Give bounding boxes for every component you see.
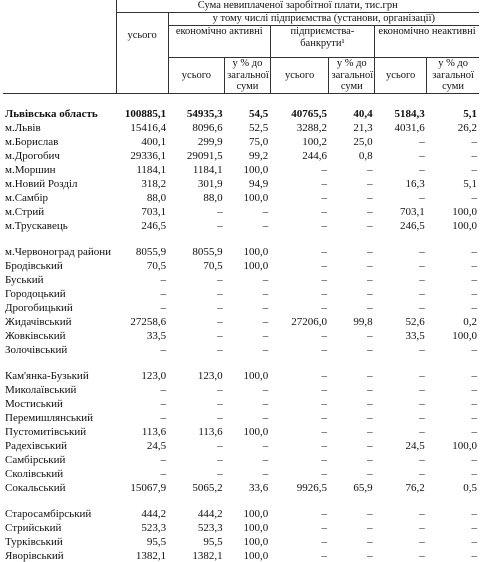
region-name-cell: Дрогобицький bbox=[5, 301, 73, 314]
bankrupt-all-cell: 3288,2 bbox=[296, 121, 327, 134]
inactive-all-cell: – bbox=[419, 135, 425, 148]
bankrupt-all-cell: – bbox=[321, 287, 327, 300]
table-row bbox=[3, 342, 479, 356]
active-all-cell: – bbox=[217, 383, 223, 396]
table-body bbox=[3, 94, 479, 562]
inactive-all-cell: – bbox=[419, 425, 425, 438]
inactive-pct-cell: – bbox=[471, 149, 477, 162]
active-pct-cell: 100,0 bbox=[243, 521, 269, 534]
oblast-total-row bbox=[3, 94, 479, 120]
wage-arrears-table bbox=[3, 0, 479, 562]
inactive-all-cell: – bbox=[419, 287, 425, 300]
inactive-all-cell: – bbox=[419, 149, 425, 162]
active-all-cell: 5065,2 bbox=[192, 481, 223, 494]
active-pct-cell: 100,0 bbox=[243, 369, 269, 382]
table-row bbox=[3, 148, 479, 162]
bankrupt-all-header: усього bbox=[270, 58, 329, 94]
inactive-pct-cell: – bbox=[471, 245, 477, 258]
bankrupt-pct-cell: – bbox=[367, 369, 373, 382]
table-row bbox=[3, 218, 479, 232]
table-row bbox=[3, 424, 479, 438]
region-name-cell: Золочівський bbox=[5, 343, 68, 356]
bankrupt-all-cell: – bbox=[321, 245, 327, 258]
inactive-all-cell: 4031,6 bbox=[394, 121, 425, 134]
table-row bbox=[3, 328, 479, 342]
region-name-cell: м.Дрогобич bbox=[5, 149, 60, 162]
region-name-cell: Самбірський bbox=[5, 453, 66, 466]
inactive-pct-cell: 100,0 bbox=[452, 439, 477, 452]
bankrupt-all-cell: – bbox=[321, 191, 327, 204]
bankrupt-all-cell: – bbox=[321, 535, 327, 548]
inactive-pct-cell: – bbox=[471, 287, 477, 300]
active-pct-cell: – bbox=[262, 343, 269, 356]
inactive-all-cell: 246,5 bbox=[399, 219, 425, 232]
bankrupt-all-cell: – bbox=[321, 259, 327, 272]
active-all-cell: – bbox=[217, 453, 223, 466]
active-pct-cell: 99,2 bbox=[249, 149, 269, 162]
bankrupt-pct-cell: – bbox=[367, 219, 373, 232]
inactive-all-cell: – bbox=[419, 521, 425, 534]
active-pct-cell: 100,0 bbox=[243, 245, 269, 258]
inactive-all-cell: – bbox=[419, 163, 425, 176]
active-all-cell: – bbox=[217, 343, 223, 356]
total-cell: 27258,6 bbox=[130, 315, 167, 328]
region-name-cell: Сколівський bbox=[5, 467, 64, 480]
active-all-cell: 54935,3 bbox=[186, 107, 223, 120]
total-cell: 70,5 bbox=[146, 259, 167, 272]
region-name-cell: Стрийський bbox=[5, 521, 62, 534]
table-row bbox=[3, 286, 479, 300]
active-pct-cell: – bbox=[262, 411, 269, 424]
bankrupt-pct-cell: 40,4 bbox=[353, 107, 373, 120]
inactive-all-cell: 703,1 bbox=[399, 205, 425, 218]
bankrupt-all-cell: – bbox=[321, 507, 327, 520]
active-pct-cell: 100,0 bbox=[243, 191, 269, 204]
active-all-cell: 299,9 bbox=[197, 135, 223, 148]
active-all-cell: – bbox=[217, 301, 223, 314]
active-pct-header: у % до загальної суми bbox=[225, 58, 271, 94]
bankrupt-pct-header: у % до загальної суми bbox=[329, 58, 375, 94]
table-row bbox=[3, 204, 479, 218]
bankrupt-all-cell: – bbox=[321, 467, 327, 480]
total-cell: 88,0 bbox=[146, 191, 167, 204]
inactive-all-cell: – bbox=[419, 397, 425, 410]
total-cell: 318,2 bbox=[141, 177, 167, 190]
bankrupt-all-cell: – bbox=[321, 329, 327, 342]
inactive-pct-cell: – bbox=[471, 549, 477, 562]
bankrupt-all-cell: – bbox=[321, 521, 327, 534]
active-group-header: економічно активні bbox=[168, 26, 270, 58]
active-pct-cell: – bbox=[262, 315, 269, 328]
including-header: у тому числі підприємства (установи, організації) bbox=[168, 13, 479, 26]
active-all-cell: 113,6 bbox=[198, 425, 223, 438]
table-row bbox=[3, 548, 479, 562]
total-cell: 123,0 bbox=[141, 369, 167, 382]
region-header-cell bbox=[3, 0, 116, 58]
total-cell: – bbox=[160, 287, 167, 300]
active-all-cell: 8055,9 bbox=[192, 245, 223, 258]
total-cell: 523,3 bbox=[141, 521, 167, 534]
table-row bbox=[3, 520, 479, 534]
total-cell: 15416,4 bbox=[130, 121, 167, 134]
inactive-all-cell: – bbox=[419, 411, 425, 424]
bankrupt-pct-cell: – bbox=[367, 259, 373, 272]
active-pct-cell: – bbox=[262, 439, 269, 452]
active-all-cell: – bbox=[217, 287, 223, 300]
active-all-cell: 444,2 bbox=[197, 507, 223, 520]
table-row bbox=[3, 176, 479, 190]
inactive-all-cell: 5184,3 bbox=[394, 107, 425, 120]
bankrupt-pct-cell: 65,9 bbox=[353, 481, 373, 494]
active-pct-cell: – bbox=[262, 301, 269, 314]
active-all-cell: 1382,1 bbox=[192, 549, 223, 562]
inactive-pct-cell: – bbox=[471, 301, 477, 314]
bankrupt-pct-cell: – bbox=[367, 521, 373, 534]
active-pct-cell: – bbox=[262, 329, 269, 342]
active-pct-cell: – bbox=[262, 287, 269, 300]
inactive-all-cell: – bbox=[419, 343, 425, 356]
inactive-pct-cell: 100,0 bbox=[452, 219, 477, 232]
active-pct-cell: 33,6 bbox=[249, 481, 269, 494]
inactive-all-cell: 76,2 bbox=[405, 481, 425, 494]
bankrupt-pct-cell: 0,8 bbox=[358, 149, 373, 162]
table-row bbox=[3, 494, 479, 520]
bankrupt-pct-cell: – bbox=[367, 397, 373, 410]
inactive-pct-cell: – bbox=[471, 397, 477, 410]
active-pct-cell: – bbox=[262, 383, 269, 396]
active-all-cell: 123,0 bbox=[197, 369, 223, 382]
bankrupt-all-cell: – bbox=[321, 301, 327, 314]
region-name-cell: м.Трускавець bbox=[5, 219, 68, 232]
total-cell: – bbox=[160, 411, 167, 424]
inactive-pct-cell: – bbox=[471, 535, 477, 548]
inactive-all-cell: – bbox=[419, 507, 425, 520]
region-name-cell: м.Червоноград райони bbox=[5, 245, 112, 258]
bankrupt-all-cell: – bbox=[321, 219, 327, 232]
total-cell: 29336,1 bbox=[130, 149, 167, 162]
inactive-all-cell: 24,5 bbox=[405, 439, 425, 452]
bankrupt-pct-cell: – bbox=[367, 205, 373, 218]
inactive-pct-cell: – bbox=[471, 273, 477, 286]
inactive-pct-cell: 0,2 bbox=[463, 315, 477, 328]
region-name-cell: м.Самбір bbox=[5, 191, 49, 204]
total-cell: 15067,9 bbox=[130, 481, 167, 494]
bankrupt-all-cell: 9926,5 bbox=[296, 481, 327, 494]
inactive-pct-cell: 26,2 bbox=[457, 121, 477, 134]
inactive-all-cell: – bbox=[419, 273, 425, 286]
active-pct-cell: – bbox=[262, 205, 269, 218]
inactive-pct-cell: 100,0 bbox=[452, 329, 477, 342]
table-row bbox=[3, 382, 479, 396]
region-name-cell: м.Стрий bbox=[5, 205, 45, 218]
bankrupt-pct-cell: – bbox=[367, 191, 373, 204]
active-pct-cell: 52,5 bbox=[249, 121, 269, 134]
region-name-cell: м.Борислав bbox=[5, 135, 59, 148]
active-all-cell: 8096,6 bbox=[192, 121, 223, 134]
bankrupt-all-cell: 40765,5 bbox=[291, 107, 327, 120]
inactive-all-cell: – bbox=[419, 259, 425, 272]
bankrupt-pct-cell: 21,3 bbox=[353, 121, 373, 134]
bankrupt-all-cell: 244,6 bbox=[302, 149, 327, 162]
region-name-cell: м.Новий Розділ bbox=[5, 177, 78, 190]
region-name-cell: Радехівський bbox=[5, 439, 68, 452]
total-cell: 100885,1 bbox=[124, 107, 167, 120]
inactive-pct-cell: – bbox=[471, 343, 477, 356]
active-pct-cell: 100,0 bbox=[243, 259, 269, 272]
table-row bbox=[3, 300, 479, 314]
region-name-cell: м.Львів bbox=[5, 121, 41, 134]
active-pct-cell: 100,0 bbox=[243, 425, 269, 438]
active-all-cell: – bbox=[217, 439, 223, 452]
inactive-pct-cell: – bbox=[471, 191, 477, 204]
inactive-pct-cell: – bbox=[471, 383, 477, 396]
table-row bbox=[3, 162, 479, 176]
active-all-cell: 70,5 bbox=[203, 259, 223, 272]
table-row bbox=[3, 134, 479, 148]
active-pct-cell: 54,5 bbox=[249, 107, 269, 120]
region-name-cell: Кам'янка-Бузький bbox=[5, 369, 89, 382]
inactive-pct-cell: 100,0 bbox=[452, 205, 477, 218]
table-row bbox=[3, 410, 479, 424]
region-name-cell: м.Моршин bbox=[5, 163, 56, 176]
active-all-cell: 1184,1 bbox=[192, 163, 223, 176]
inactive-all-cell: – bbox=[419, 467, 425, 480]
total-cell: – bbox=[160, 383, 167, 396]
active-all-cell: 523,3 bbox=[197, 521, 223, 534]
inactive-pct-cell: – bbox=[471, 163, 477, 176]
inactive-all-cell: – bbox=[419, 535, 425, 548]
table-row bbox=[3, 314, 479, 328]
active-all-cell: 95,5 bbox=[203, 535, 223, 548]
bankrupt-pct-cell: – bbox=[367, 549, 373, 562]
region-name-cell: Мостиський bbox=[5, 397, 63, 410]
active-pct-cell: – bbox=[262, 273, 269, 286]
total-cell: – bbox=[160, 397, 167, 410]
active-all-cell: – bbox=[217, 467, 223, 480]
bankrupt-pct-cell: – bbox=[367, 453, 373, 466]
total-cell: – bbox=[160, 467, 167, 480]
active-all-cell: 29091,5 bbox=[186, 149, 223, 162]
inactive-pct-cell: – bbox=[471, 369, 477, 382]
table-row bbox=[3, 534, 479, 548]
bankrupt-pct-cell: 25,0 bbox=[353, 135, 373, 148]
table-row bbox=[3, 356, 479, 382]
bankrupt-pct-cell: – bbox=[367, 507, 373, 520]
active-pct-cell: 100,0 bbox=[243, 549, 269, 562]
bankrupt-pct-cell: – bbox=[367, 329, 373, 342]
total-cell: 95,5 bbox=[146, 535, 167, 548]
total-cell: – bbox=[160, 301, 167, 314]
inactive-pct-cell: 5,1 bbox=[463, 177, 477, 190]
active-pct-cell: – bbox=[262, 397, 269, 410]
active-pct-cell: 75,0 bbox=[249, 135, 269, 148]
inactive-pct-header: у % до загальної суми bbox=[427, 58, 479, 94]
active-all-cell: – bbox=[217, 329, 223, 342]
inactive-pct-cell: – bbox=[471, 425, 477, 438]
bankrupt-pct-cell: – bbox=[367, 301, 373, 314]
bankrupt-pct-cell: – bbox=[367, 163, 373, 176]
region-name-cell: Миколаївський bbox=[5, 383, 77, 396]
table-row bbox=[3, 258, 479, 272]
bankrupt-all-cell: – bbox=[321, 397, 327, 410]
bankrupt-pct-cell: – bbox=[367, 343, 373, 356]
inactive-all-cell: – bbox=[419, 369, 425, 382]
region-name-cell: Пустомитівський bbox=[5, 425, 87, 438]
total-cell: 1382,1 bbox=[135, 549, 167, 562]
total-cell: – bbox=[160, 343, 167, 356]
table-row bbox=[3, 232, 479, 258]
bankrupt-pct-cell: – bbox=[367, 245, 373, 258]
region-name-cell: Городоцький bbox=[5, 287, 66, 300]
table-row bbox=[3, 396, 479, 410]
active-all-cell: – bbox=[217, 411, 223, 424]
region-name-cell: Яворівський bbox=[5, 549, 64, 562]
inactive-all-header: усього bbox=[375, 58, 427, 94]
inactive-pct-cell: – bbox=[471, 453, 477, 466]
inactive-all-cell: – bbox=[419, 383, 425, 396]
total-header: Сума невиплаченої заробітної плати, тис.грн bbox=[116, 0, 479, 13]
inactive-all-cell: – bbox=[419, 191, 425, 204]
inactive-all-cell: 16,3 bbox=[405, 177, 425, 190]
inactive-all-cell: – bbox=[419, 549, 425, 562]
bankrupt-pct-cell: – bbox=[367, 411, 373, 424]
bankrupt-all-cell: 100,2 bbox=[302, 135, 327, 148]
inactive-all-cell: – bbox=[419, 453, 425, 466]
bankrupt-all-cell: – bbox=[321, 177, 327, 190]
bankrupt-pct-cell: – bbox=[367, 177, 373, 190]
total-cell: 400,1 bbox=[141, 135, 167, 148]
active-all-cell: 88,0 bbox=[203, 191, 223, 204]
region-name-cell: Буський bbox=[5, 273, 44, 286]
inactive-all-cell: – bbox=[419, 301, 425, 314]
total-cell: 703,1 bbox=[141, 205, 167, 218]
bankrupt-all-cell: – bbox=[321, 273, 327, 286]
total-cell: 113,6 bbox=[141, 425, 167, 438]
region-name-cell: Сокальський bbox=[5, 481, 66, 494]
inactive-pct-cell: – bbox=[471, 411, 477, 424]
active-pct-cell: – bbox=[262, 219, 269, 232]
active-all-cell: 301,9 bbox=[197, 177, 223, 190]
bankrupt-all-cell: – bbox=[321, 343, 327, 356]
active-all-header: усього bbox=[168, 58, 225, 94]
table-row bbox=[3, 480, 479, 494]
region-name-cell: Старосамбірський bbox=[5, 507, 92, 520]
inactive-pct-cell: 5,1 bbox=[463, 107, 477, 120]
active-all-cell: – bbox=[217, 205, 223, 218]
inactive-pct-cell: – bbox=[471, 259, 477, 272]
inactive-group-header: економічно неактивні bbox=[375, 26, 479, 58]
total-cell: 444,2 bbox=[141, 507, 167, 520]
region-name-cell: Бродівський bbox=[5, 259, 63, 272]
bankrupt-all-cell: 27206,0 bbox=[291, 315, 327, 328]
active-pct-cell: 100,0 bbox=[243, 163, 269, 176]
bankrupt-pct-cell: 99,8 bbox=[353, 315, 373, 328]
bankrupt-all-cell: – bbox=[321, 369, 327, 382]
bankrupt-all-cell: – bbox=[321, 205, 327, 218]
table-row bbox=[3, 438, 479, 452]
active-pct-cell: – bbox=[262, 453, 269, 466]
region-name-cell: Турківський bbox=[5, 535, 63, 548]
inactive-pct-cell: – bbox=[471, 521, 477, 534]
bankrupt-pct-cell: – bbox=[367, 535, 373, 548]
bankrupt-group-header: підприємства-банкрути¹ bbox=[270, 26, 374, 58]
total-cell: 33,5 bbox=[146, 329, 167, 342]
active-all-cell: – bbox=[217, 397, 223, 410]
region-name-cell: Перемишлянський bbox=[5, 411, 93, 424]
inactive-pct-cell: – bbox=[471, 135, 477, 148]
active-pct-cell: 100,0 bbox=[243, 535, 269, 548]
inactive-pct-cell: 0,5 bbox=[463, 481, 477, 494]
table-row bbox=[3, 452, 479, 466]
table-row bbox=[3, 272, 479, 286]
bankrupt-pct-cell: – bbox=[367, 439, 373, 452]
table-row bbox=[3, 466, 479, 480]
bankrupt-all-cell: – bbox=[321, 453, 327, 466]
inactive-all-cell: 33,5 bbox=[405, 329, 425, 342]
bankrupt-all-cell: – bbox=[321, 383, 327, 396]
total-cell: 1184,1 bbox=[136, 163, 167, 176]
total-cell: – bbox=[160, 273, 167, 286]
bankrupt-pct-cell: – bbox=[367, 287, 373, 300]
total-cell: 24,5 bbox=[146, 439, 167, 452]
active-pct-cell: 94,9 bbox=[249, 177, 269, 190]
total-cell: 246,5 bbox=[141, 219, 167, 232]
inactive-pct-cell: – bbox=[471, 507, 477, 520]
bankrupt-all-cell: – bbox=[321, 439, 327, 452]
inactive-all-cell: 52,6 bbox=[405, 315, 425, 328]
bankrupt-all-cell: – bbox=[321, 411, 327, 424]
active-pct-cell: – bbox=[262, 467, 269, 480]
total-cell: 8055,9 bbox=[135, 245, 167, 258]
total-cell: – bbox=[160, 453, 167, 466]
bankrupt-all-cell: – bbox=[321, 163, 327, 176]
bankrupt-pct-cell: – bbox=[367, 467, 373, 480]
bankrupt-pct-cell: – bbox=[367, 273, 373, 286]
region-name-cell: Жидачівський bbox=[5, 315, 72, 328]
bankrupt-all-cell: – bbox=[321, 549, 327, 562]
inactive-all-cell: – bbox=[419, 245, 425, 258]
bankrupt-all-cell: – bbox=[321, 425, 327, 438]
all-header: усього bbox=[116, 13, 168, 58]
region-name-cell: Жовківський bbox=[5, 329, 66, 342]
active-all-cell: – bbox=[217, 273, 223, 286]
active-all-cell: – bbox=[217, 315, 223, 328]
active-all-cell: – bbox=[217, 219, 223, 232]
table-header bbox=[3, 0, 479, 94]
table-row bbox=[3, 190, 479, 204]
bankrupt-pct-cell: – bbox=[367, 383, 373, 396]
region-name-cell: Львівська область bbox=[5, 107, 98, 120]
inactive-pct-cell: – bbox=[471, 467, 477, 480]
bankrupt-pct-cell: – bbox=[367, 425, 373, 438]
active-pct-cell: 100,0 bbox=[243, 507, 269, 520]
table-row bbox=[3, 120, 479, 134]
